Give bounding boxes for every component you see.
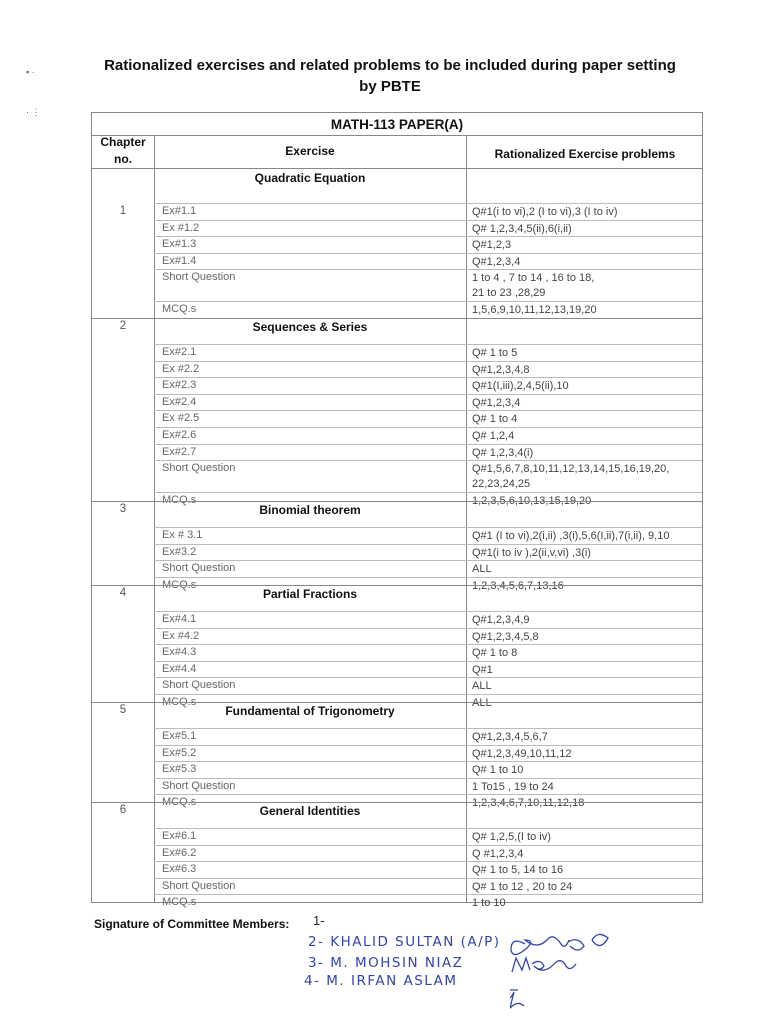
row-divider bbox=[154, 828, 702, 829]
exercise-cell: Short Question bbox=[162, 779, 236, 792]
exercise-cell: Ex#2.4 bbox=[162, 395, 197, 408]
exercise-cell: MCQ.s bbox=[162, 302, 197, 315]
exercise-cell: Ex#2.3 bbox=[162, 379, 197, 392]
title-line-2: by PBTE bbox=[359, 78, 421, 95]
problems-text: 1,5,6,9,10,11,12,13,19,20 bbox=[472, 303, 597, 316]
exercise-cell: MCQ.s bbox=[162, 493, 197, 506]
problems-cell bbox=[472, 747, 700, 762]
row-divider bbox=[154, 492, 702, 493]
header-chapter bbox=[92, 134, 154, 168]
row-divider bbox=[154, 745, 702, 746]
chapter-separator bbox=[92, 318, 702, 319]
exercise-cell: Ex#2.7 bbox=[162, 445, 197, 458]
signature-label: Signature of Committee Members: bbox=[94, 917, 290, 931]
exercise-cell: Short Question bbox=[162, 679, 236, 692]
problems-cell bbox=[472, 396, 700, 411]
problems-text: Q#1,2,3,4,5,8 bbox=[472, 630, 539, 643]
chapter-title: Fundamental of Trigonometry bbox=[225, 704, 395, 718]
header-separator bbox=[92, 168, 702, 169]
header-exercise: Exercise bbox=[285, 144, 335, 158]
problems-text: 1 to 10 bbox=[472, 897, 506, 910]
column-divider bbox=[466, 135, 467, 902]
exercise-cell: Ex#6.1 bbox=[162, 830, 197, 842]
row-divider bbox=[154, 694, 702, 695]
problems-cell bbox=[472, 796, 700, 811]
row-divider bbox=[154, 527, 702, 528]
problems-cell bbox=[472, 613, 700, 628]
problems-text: Q# 1 to 5, 14 to 16 bbox=[472, 864, 564, 877]
chapter-number: 5 bbox=[119, 704, 127, 716]
problems-cell bbox=[472, 847, 700, 862]
problems-text: 1,2,3,4,5,6,7,13,16 bbox=[472, 579, 564, 592]
exercise-cell: Ex#5.1 bbox=[162, 730, 197, 742]
chapter-title: Binomial theorem bbox=[259, 503, 361, 517]
row-divider bbox=[154, 236, 702, 237]
problems-cell bbox=[472, 646, 700, 661]
committee-member: 2- KHALID SULTAN (A/P) bbox=[308, 934, 501, 950]
row-divider bbox=[154, 394, 702, 395]
problems-cell bbox=[472, 730, 700, 745]
chapter-title: Sequences & Series bbox=[252, 320, 368, 334]
problems-cell bbox=[472, 630, 700, 645]
row-divider bbox=[154, 677, 702, 678]
problems-cell bbox=[472, 880, 700, 895]
problems-cell bbox=[472, 429, 700, 444]
exercise-cell: MCQ.s bbox=[162, 796, 197, 809]
exercise-cell: Ex#4.1 bbox=[162, 613, 197, 625]
row-divider bbox=[154, 253, 702, 254]
problems-cell bbox=[472, 546, 700, 561]
exercise-cell: Ex#5.3 bbox=[162, 763, 197, 776]
row-divider bbox=[154, 427, 702, 428]
handwritten-signatures bbox=[510, 922, 650, 1010]
problems-text: Q# 1,2,5,(I to iv) bbox=[472, 831, 551, 843]
exercise-cell: MCQ.s bbox=[162, 696, 197, 708]
header-chapter-line2: no. bbox=[114, 152, 132, 166]
problems-text-cont: 21 to 23 ,28,29 bbox=[472, 287, 546, 300]
problems-text: Q#1,2,3,4,9 bbox=[472, 614, 530, 626]
problems-text: Q#1,2,3,49,10,11,12 bbox=[472, 747, 572, 760]
problems-cell bbox=[472, 830, 700, 845]
row-divider bbox=[154, 344, 702, 345]
row-divider bbox=[154, 203, 702, 204]
problems-cell bbox=[472, 303, 700, 318]
problems-cell bbox=[472, 462, 700, 492]
chapter-number: 3 bbox=[119, 503, 127, 515]
header-problems: Rationalized Exercise problems bbox=[494, 147, 676, 161]
committee-member: 4- M. IRFAN ASLAM bbox=[304, 973, 458, 989]
problems-cell bbox=[472, 446, 700, 461]
problems-cell bbox=[472, 222, 700, 237]
problems-text-cont: 22,23,24,25 bbox=[472, 478, 531, 491]
problems-text: ALL bbox=[472, 563, 492, 576]
problems-text: Q#1 (I to vi),2(i,ii) ,3(i),5,6(I,ii),7(i,ii), 9,10 bbox=[472, 530, 670, 542]
row-divider bbox=[154, 845, 702, 846]
problems-text: Q# 1 to 12 , 20 to 24 bbox=[472, 880, 573, 893]
row-divider bbox=[154, 728, 702, 729]
problems-text: Q#1(i to vi),2 (I to vi),3 (I to iv) bbox=[472, 206, 618, 218]
problems-cell bbox=[472, 238, 700, 253]
problems-text: Q# 1,2,3,4,5(ii),6(i,ii) bbox=[472, 222, 572, 235]
problems-text: Q# 1,2,4 bbox=[472, 430, 515, 442]
problems-text: 1 To15 , 19 to 24 bbox=[472, 780, 554, 793]
exercise-cell: Short Question bbox=[162, 271, 236, 284]
exercise-cell: Ex#6.2 bbox=[162, 846, 197, 859]
header-chapter-line1: Chapter bbox=[100, 135, 146, 149]
problems-text: Q#1,2,3,4 bbox=[472, 255, 521, 268]
problems-text: Q#1,5,6,7,8,10,11,12,13,14,15,16,19,20, bbox=[472, 463, 670, 476]
exercise-cell: MCQ.s bbox=[162, 578, 197, 591]
problems-text: Q#1,2,3,4,5,6,7 bbox=[472, 731, 548, 743]
problems-cell bbox=[472, 863, 700, 878]
problems-text: Q#1,2,3,4,8 bbox=[472, 363, 530, 376]
title-line-1: Rationalized exercises and related problems to be included during paper setting bbox=[104, 57, 676, 74]
chapter-title: Partial Fractions bbox=[262, 587, 358, 601]
row-divider bbox=[154, 577, 702, 578]
column-divider bbox=[154, 135, 155, 902]
problems-cell bbox=[472, 255, 700, 270]
problems-text: Q# 1,2,3,4(i) bbox=[472, 446, 534, 459]
problems-text: Q# 1 to 8 bbox=[472, 647, 518, 660]
exercise-cell: Ex #4.2 bbox=[162, 629, 200, 642]
chapter-number: 2 bbox=[119, 320, 127, 332]
row-divider bbox=[154, 611, 702, 612]
row-divider bbox=[154, 544, 702, 545]
problems-cell bbox=[472, 412, 700, 427]
row-divider bbox=[154, 661, 702, 662]
exercise-table bbox=[91, 112, 703, 910]
exercise-cell: Ex#4.4 bbox=[162, 662, 197, 675]
exercise-cell: Ex#1.3 bbox=[162, 238, 197, 251]
row-divider bbox=[154, 301, 702, 302]
row-divider bbox=[154, 894, 702, 895]
row-divider bbox=[154, 628, 702, 629]
problems-cell bbox=[472, 271, 700, 301]
exercise-cell: Ex#3.2 bbox=[162, 545, 197, 558]
problems-text: Q #1,2,3,4 bbox=[472, 847, 524, 860]
problems-cell bbox=[472, 896, 700, 911]
paper-title: MATH-113 PAPER(A) bbox=[92, 113, 702, 136]
exercise-cell: Ex#2.1 bbox=[162, 346, 197, 358]
row-divider bbox=[154, 778, 702, 779]
problems-text: Q#1 bbox=[472, 663, 493, 676]
problems-text: Q#1,2,3,4 bbox=[472, 396, 521, 409]
row-divider bbox=[154, 269, 702, 270]
problems-cell bbox=[472, 379, 700, 394]
chapter-title: General Identities bbox=[259, 804, 361, 818]
exercise-cell: Short Question bbox=[162, 462, 236, 475]
document-title bbox=[80, 55, 700, 97]
chapter-number: 1 bbox=[119, 205, 127, 217]
chapter-separator bbox=[92, 702, 702, 703]
problems-text: ALL bbox=[472, 697, 492, 709]
problems-cell bbox=[472, 579, 700, 594]
exercise-cell: Ex # 3.1 bbox=[162, 529, 203, 541]
exercise-cell: Ex#5.2 bbox=[162, 746, 197, 759]
exercise-cell: Short Question bbox=[162, 879, 236, 892]
row-divider bbox=[154, 644, 702, 645]
exercise-cell: Ex#6.3 bbox=[162, 863, 197, 876]
exercise-cell: Ex #2.2 bbox=[162, 362, 200, 375]
problems-text: Q#1(i to iv ),2(ii,v,vi) ,3(i) bbox=[472, 546, 591, 559]
exercise-cell: MCQ.s bbox=[162, 896, 197, 909]
exercise-cell: Ex #2.5 bbox=[162, 412, 200, 425]
chapter-number: 4 bbox=[119, 587, 127, 599]
chapter-title: Quadratic Equation bbox=[254, 171, 366, 185]
problems-cell bbox=[472, 763, 700, 778]
chapter-separator bbox=[92, 585, 702, 586]
problems-text: 1 to 4 , 7 to 14 , 16 to 18, bbox=[472, 272, 595, 285]
problems-text: Q#1(I,iii),2,4,5(ii),10 bbox=[472, 380, 569, 393]
exercise-cell: Ex#1.1 bbox=[162, 205, 197, 217]
exercise-cell: Short Question bbox=[162, 562, 236, 575]
row-divider bbox=[154, 361, 702, 362]
row-divider bbox=[154, 410, 702, 411]
problems-text: Q# 1 to 5 bbox=[472, 347, 518, 359]
problems-text: Q# 1 to 10 bbox=[472, 764, 524, 777]
row-divider bbox=[154, 878, 702, 879]
problems-cell bbox=[472, 363, 700, 378]
row-divider bbox=[154, 794, 702, 795]
problems-cell bbox=[472, 780, 700, 795]
problems-cell bbox=[472, 679, 700, 694]
problems-cell bbox=[472, 205, 700, 220]
row-divider bbox=[154, 761, 702, 762]
problems-text: 1,2,3,5,6,10,13,15,19,20 bbox=[472, 494, 592, 507]
problems-cell bbox=[472, 346, 700, 361]
exercise-cell: Ex#2.6 bbox=[162, 429, 197, 441]
chapter-number: 6 bbox=[119, 804, 127, 816]
signature-mark: 1- bbox=[313, 913, 325, 928]
exercise-cell: Ex#1.4 bbox=[162, 254, 197, 267]
problems-text: ALL bbox=[472, 680, 492, 693]
row-divider bbox=[154, 220, 702, 221]
committee-member: 3- M. MOHSIN NIAZ bbox=[308, 955, 464, 971]
chapter-separator bbox=[92, 501, 702, 502]
problems-cell bbox=[472, 663, 700, 678]
row-divider bbox=[154, 560, 702, 561]
exercise-cell: Ex #1.2 bbox=[162, 221, 200, 234]
row-divider bbox=[154, 460, 702, 461]
problems-text: Q#1,2,3 bbox=[472, 239, 512, 252]
chapter-separator bbox=[92, 802, 702, 803]
problems-cell bbox=[472, 562, 700, 577]
problems-text: Q# 1 to 4 bbox=[472, 413, 518, 426]
row-divider bbox=[154, 861, 702, 862]
row-divider bbox=[154, 377, 702, 378]
problems-text: 1,2,3,4,6,7,10,11,12,18 bbox=[472, 797, 585, 810]
exercise-cell: Ex#4.3 bbox=[162, 646, 197, 659]
problems-cell bbox=[472, 696, 700, 711]
problems-cell bbox=[472, 529, 700, 544]
scan-specks: ▪ · · ⋮ bbox=[26, 67, 41, 117]
row-divider bbox=[154, 444, 702, 445]
